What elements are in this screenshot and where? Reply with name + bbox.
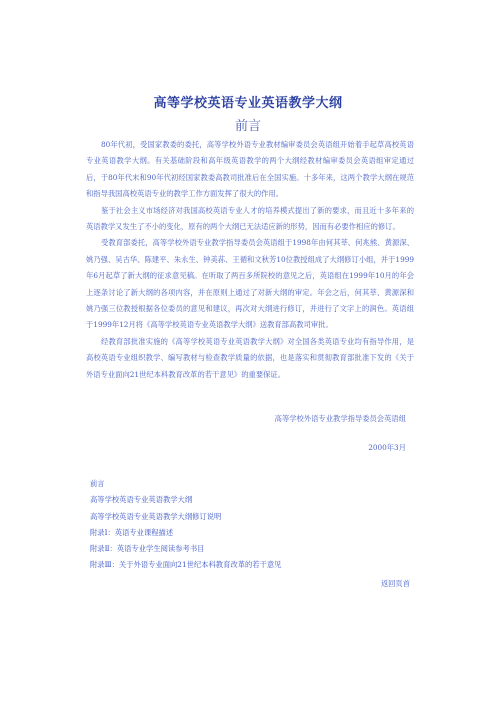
preface-paragraph-4: 经教育部批准实施的《高等学校英语专业英语教学大纲》对全国各类英语专业均有指导作用，是高校英语专业组织教学、编写教材与检查教学质量的依据，也是落实和贯彻教育部批准下发的《关于外语专业面向21世纪本科教育改革的若干意见》的重要保证。 — [86, 336, 414, 379]
preface-body — [86, 137, 414, 383]
preface-paragraph-2: 鉴于社会主义市场经济对我国高校英语专业人才的培养模式提出了新的要求，而且近十多年来的英语教学又发生了不小的变化，原有的两个大纲已无法适应新的形势，因而有必要作相应的修订。 — [86, 205, 414, 232]
document-title: 高等学校英语专业英语教学大纲 — [153, 96, 343, 111]
toc-link-appendix-3[interactable]: 附录Ⅲ：关于外语专业面向21世纪本科教育改革的若干意见 — [90, 560, 282, 570]
toc-link-appendix-1[interactable]: 附录Ⅰ：英语专业课程描述 — [90, 527, 174, 537]
table-of-contents — [90, 476, 420, 574]
toc-link-appendix-2[interactable]: 附录Ⅱ：英语专业学生阅读参考书目 — [90, 544, 205, 554]
toc-link-syllabus[interactable]: 高等学校英语专业英语教学大纲 — [90, 495, 193, 505]
preface-paragraph-3: 受教育部委托，高等学校外语专业教学指导委员会英语组于1998年由何其莘、何兆熊、黄源深、姚乃强、吴古华、陈建平、朱永生、钟美荪、王循和文秋芳10位教授组成了大纲修订小组，并于1999年6月起草了新大纲的征求意见稿。在听取了两百多所院校的意见之后，英语组在1999年10月的年会上逐条讨论了新大纲的各项内容，并在原则上通过了对新大纲的审定。年会之后，何其莘、黄源深和姚乃强三位教授根据各位委员的意见和建议，再次对大纲进行修订，并进行了文字上的润色。英语组于1999年12月将《高等学校英语专业英语教学大纲》送教育部高教司审批。 — [86, 238, 414, 330]
signature-date: 2000年3月 — [368, 443, 406, 452]
toc-link-revision-notes[interactable]: 高等学校英语专业英语教学大纲修订说明 — [90, 511, 222, 521]
signature-organization: 高等学校外语专业教学指导委员会英语组 — [274, 414, 406, 423]
back-to-top-link[interactable]: 返回页首 — [380, 579, 410, 588]
preface-paragraph-1: 80年代初，受国家教委的委托，高等学校外语专业教材编审委员会英语组开始着手起草高校英语专业英语教学大纲。有关基础阶段和高年级英语教学的两个大纲经教材编审委员会英语组审定通过后，于80年代末和90年代初经国家教委高教司批准后在全国实施。十多年来，这两个教学大纲在规范和指导我国高校英语专业的教学工作方面发挥了很大的作用。 — [86, 140, 414, 199]
toc-link-preface[interactable]: 前言 — [90, 479, 105, 488]
section-heading-preface: 前言 — [234, 119, 261, 134]
